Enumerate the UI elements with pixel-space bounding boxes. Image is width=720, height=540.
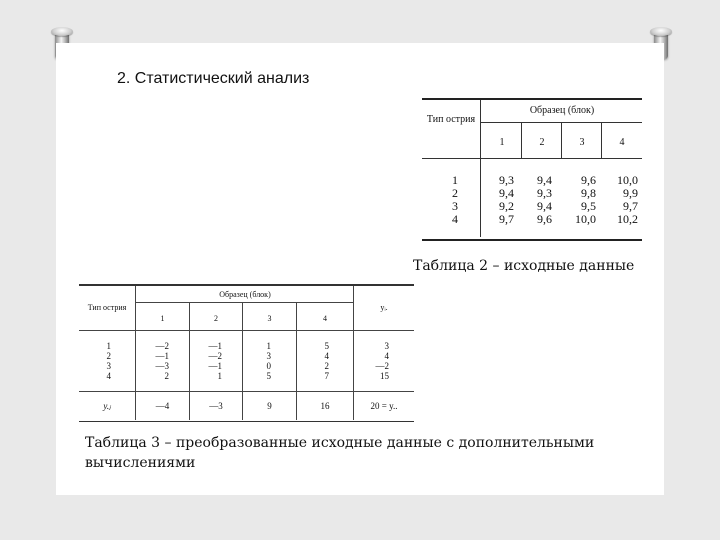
table-3-column-total: 16: [320, 401, 330, 411]
table-3-col-header: 1: [160, 314, 165, 323]
table-3-total-rule: [79, 391, 414, 392]
table-3-column-total: —3: [209, 401, 223, 411]
table-3-caption: Таблица 3 – преобразованные исходные данные с дополнительными вычислениями: [85, 435, 595, 471]
table-2-col-header: 2: [539, 137, 545, 148]
table-2-column-3: [566, 174, 596, 226]
table-2-header-rule: [422, 158, 642, 159]
table-3-cell: 1: [266, 341, 271, 351]
table-3-column-3: [257, 341, 271, 381]
table-2-group-header: Образец (блок): [529, 105, 595, 116]
table-3-row-labels: [101, 341, 111, 381]
table-2-cell: 9,8: [581, 186, 596, 200]
table-2-cell: 10,0: [575, 212, 596, 226]
table-2-cell: 9,5: [581, 199, 596, 213]
table-3-cell: —1: [208, 361, 222, 371]
table-3-col-header: 3: [267, 314, 272, 323]
table-3-row-total: —2: [375, 361, 389, 371]
table-2-col-header: 3: [579, 137, 585, 148]
table-2-row-header: Тип острия: [426, 114, 476, 125]
table-3-header-rule: [79, 330, 414, 331]
table-3-col-header: 4: [323, 314, 327, 323]
table-2: [422, 98, 642, 241]
table-3-cell: 2: [324, 361, 329, 371]
table-2-row-label: 1: [452, 173, 458, 187]
table-2-cell: 9,3: [499, 173, 514, 187]
table-3-column-1: [149, 341, 169, 381]
slide-title: 2. Статистический анализ: [117, 70, 310, 87]
table-2-cell: 9,6: [537, 212, 552, 226]
table-3-row-total: 3: [384, 341, 389, 351]
table-3-cell: 3: [266, 351, 271, 361]
table-3: [79, 284, 414, 422]
table-3-row-totals: [371, 341, 389, 381]
table-2-row-label: 3: [452, 199, 458, 213]
table-2-col-header: 4: [619, 137, 625, 148]
table-3-group-rule: [136, 302, 353, 303]
table-3-column-4: [315, 341, 329, 381]
table-2-cell: 10,2: [617, 212, 638, 226]
table-3-cell: —2: [208, 351, 222, 361]
table-3-row-label: 4: [106, 371, 111, 381]
table-3-cell: 4: [324, 351, 329, 361]
table-3-row-label: 2: [106, 351, 111, 361]
table-2-cell: 9,6: [581, 173, 596, 187]
table-3-row-total: 15: [380, 371, 389, 381]
table-2-cell: 10,0: [617, 173, 638, 187]
table-2-cell: 9,4: [537, 173, 552, 187]
table-2-column-2: [522, 174, 552, 226]
table-3-column-total: 9: [267, 401, 272, 411]
table-3-group-header: Образец (блок): [219, 290, 271, 299]
table-2-col-header: 1: [499, 137, 505, 148]
table-3-cell: 1: [217, 371, 222, 381]
table-2-column-4: [606, 174, 638, 226]
table-3-total-header: yᵢ.: [380, 303, 388, 312]
table-3-divider: [353, 286, 354, 420]
table-3-row-total: 4: [384, 351, 389, 361]
table-2-divider: [480, 100, 481, 237]
table-3-grand-total: 20 = y..: [370, 401, 398, 411]
table-2-cell: 9,7: [499, 212, 514, 226]
table-3-row-header: Тип острия: [87, 303, 127, 312]
table-3-divider: [135, 286, 136, 420]
table-2-cell: 9,4: [499, 186, 514, 200]
table-3-row-label: 3: [106, 361, 111, 371]
table-2-cell: 9,2: [499, 199, 514, 213]
table-3-column-2: [202, 341, 222, 381]
table-2-row-label: 4: [452, 212, 458, 226]
table-2-cell: 9,4: [537, 199, 552, 213]
table-3-col-header: 2: [214, 314, 218, 323]
table-3-sum-label: y.ⱼ: [103, 401, 111, 411]
table-2-cell: 9,9: [623, 186, 638, 200]
table-3-row-label: 1: [106, 341, 111, 351]
table-2-caption: Таблица 2 – исходные данные: [413, 258, 635, 274]
table-2-column-1: [486, 174, 514, 226]
table-3-column-total: —4: [155, 401, 170, 411]
table-3-cell: —1: [155, 351, 169, 361]
table-3-cell: 2: [164, 371, 169, 381]
table-3-cell: 5: [324, 341, 329, 351]
table-3-cell: 7: [324, 371, 329, 381]
table-2-row-labels: [444, 174, 458, 226]
table-3-cell: 0: [266, 361, 271, 371]
table-2-cell: 9,3: [537, 186, 552, 200]
table-3-cell: 5: [266, 371, 271, 381]
table-2-row-label: 2: [452, 186, 458, 200]
table-3-cell: —1: [208, 341, 222, 351]
table-3-cell: —2: [155, 341, 169, 351]
table-2-cell: 9,7: [623, 199, 638, 213]
table-3-cell: —3: [155, 361, 169, 371]
